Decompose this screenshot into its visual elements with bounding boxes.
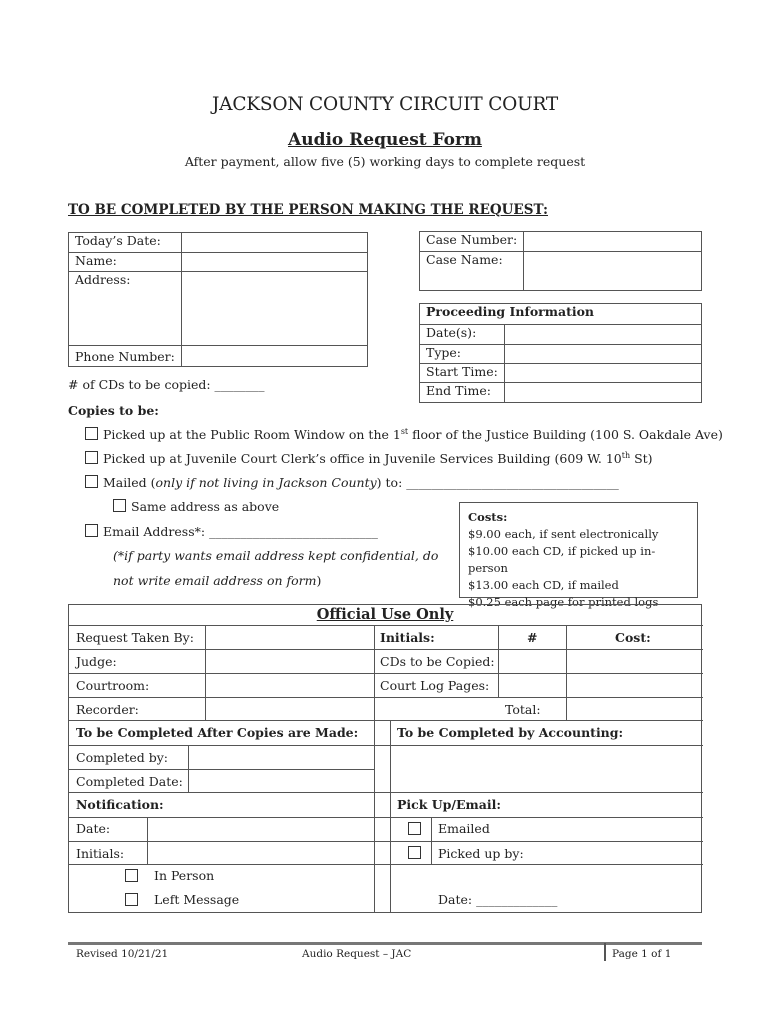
- pickup-date-field[interactable]: Date: _____________: [438, 892, 558, 907]
- proceeding-dates-label: Date(s):: [420, 325, 505, 345]
- email-note-line1: (*if party wants email address kept confidential, do: [113, 548, 439, 563]
- start-time-field[interactable]: [504, 364, 701, 383]
- start-time-label: Start Time:: [420, 364, 505, 383]
- email-note-italic: not write email address on form: [113, 573, 317, 588]
- cost-header: Cost:: [615, 630, 651, 645]
- requester-info-table: [68, 232, 368, 367]
- proceeding-type-field[interactable]: [504, 345, 701, 364]
- emailed-checkbox[interactable]: [408, 822, 421, 835]
- total-label: Total:: [505, 702, 541, 717]
- address-label: Address:: [69, 272, 182, 346]
- emailed-label: Emailed: [438, 821, 490, 836]
- todays-date-label: Today’s Date:: [69, 233, 182, 253]
- public-room-checkbox[interactable]: [85, 427, 98, 440]
- option-mailed[interactable]: [85, 475, 619, 490]
- cost-item: $0.25 each page for printed logs: [468, 595, 659, 609]
- recorder-label: Recorder:: [76, 702, 139, 717]
- picked-up-by-label: Picked up by:: [438, 846, 524, 861]
- option-public-room[interactable]: [85, 427, 723, 442]
- form-subtitle: After payment, allow five (5) working days to complete request: [184, 154, 586, 169]
- official-use-title: Official Use Only: [316, 606, 454, 623]
- email-note-post: ): [316, 573, 322, 588]
- end-time-field[interactable]: [504, 383, 701, 403]
- cost-item: $13.00 each CD, if mailed: [468, 578, 619, 592]
- mailed-checkbox[interactable]: [85, 475, 98, 488]
- cds-to-copy-field[interactable]: # of CDs to be copied: ________: [68, 377, 265, 392]
- option-juvenile-court[interactable]: [85, 451, 653, 466]
- proceeding-type-label: Type:: [420, 345, 505, 364]
- in-person-label: In Person: [154, 868, 215, 883]
- mailed-label-post: ) to: __________________________________: [376, 475, 619, 490]
- in-person-checkbox[interactable]: [125, 869, 138, 882]
- completed-date-label: Completed Date:: [76, 774, 183, 789]
- court-log-pages-label: Court Log Pages:: [380, 678, 490, 693]
- mailed-label-italic: only if not living in Jackson County: [155, 475, 377, 490]
- same-address-label: Same address as above: [131, 499, 280, 514]
- requester-section-heading: TO BE COMPLETED BY THE PERSON MAKING THE REQUEST:: [68, 202, 548, 218]
- phone-field[interactable]: [181, 346, 367, 367]
- courtroom-label: Courtroom:: [76, 678, 150, 693]
- official-use-section: [68, 604, 702, 913]
- juvenile-label-sup: th: [621, 451, 631, 460]
- notification-initials-label: Initials:: [76, 846, 125, 861]
- public-room-label-pre: Picked up at the Public Room Window on the 1: [103, 427, 401, 443]
- todays-date-field[interactable]: [181, 233, 367, 253]
- mailed-label-pre: Mailed (: [103, 475, 156, 490]
- footer-title: Audio Request – JAC: [302, 948, 412, 960]
- end-time-label: End Time:: [420, 383, 505, 403]
- initials-header: Initials:: [380, 630, 435, 645]
- juvenile-label-post: St): [630, 451, 653, 467]
- same-address-checkbox[interactable]: [113, 499, 126, 512]
- juvenile-label-pre: Picked up at Juvenile Court Clerk’s office in Juvenile Services Building (609 W. 10: [103, 451, 622, 467]
- case-name-label: Case Name:: [420, 252, 524, 291]
- left-message-label: Left Message: [154, 892, 240, 907]
- phone-label: Phone Number:: [69, 346, 182, 367]
- case-info-table: [419, 231, 702, 291]
- notification-heading: Notification:: [76, 797, 164, 812]
- costs-heading: Costs:: [468, 510, 508, 524]
- completed-by-label: Completed by:: [76, 750, 169, 765]
- cost-item: $10.00 each CD, if picked up in-person: [468, 544, 656, 575]
- address-field[interactable]: [181, 272, 367, 346]
- case-name-field[interactable]: [524, 252, 702, 291]
- proceeding-heading: Proceeding Information: [420, 304, 702, 325]
- footer-page-number: Page 1 of 1: [612, 948, 672, 960]
- juvenile-court-checkbox[interactable]: [85, 451, 98, 464]
- case-number-label: Case Number:: [420, 232, 524, 252]
- option-same-address[interactable]: [113, 499, 279, 514]
- cost-item: $9.00 each, if sent electronically: [468, 527, 659, 541]
- footer-rule: [68, 942, 702, 945]
- after-copies-heading: To be Completed After Copies are Made:: [76, 725, 359, 740]
- left-message-checkbox[interactable]: [125, 893, 138, 906]
- footer-divider: [604, 943, 606, 961]
- costs-box: [459, 502, 698, 609]
- case-number-field[interactable]: [524, 232, 702, 252]
- accounting-heading: To be Completed by Accounting:: [397, 725, 624, 740]
- footer-revised: Revised 10/21/21: [76, 948, 169, 960]
- option-email[interactable]: [85, 524, 378, 539]
- email-note-line2: [113, 573, 321, 588]
- pickup-email-heading: Pick Up/Email:: [397, 797, 501, 812]
- form-title: Audio Request Form: [288, 130, 482, 150]
- public-room-label-sup: st: [400, 427, 409, 436]
- public-room-label-post: floor of the Justice Building (100 S. Oakdale Ave): [408, 427, 723, 443]
- name-field[interactable]: [181, 253, 367, 272]
- name-label: Name:: [69, 253, 182, 272]
- proceeding-dates-field[interactable]: [504, 325, 701, 345]
- request-taken-by-label: Request Taken By:: [76, 630, 194, 645]
- email-label: Email Address*: ___________________________: [103, 524, 378, 539]
- copies-heading: Copies to be:: [68, 403, 159, 418]
- court-title: JACKSON COUNTY CIRCUIT COURT: [211, 94, 559, 115]
- number-header: #: [527, 630, 538, 645]
- notification-date-label: Date:: [76, 821, 111, 836]
- email-checkbox[interactable]: [85, 524, 98, 537]
- cds-copied-label: CDs to be Copied:: [380, 654, 495, 669]
- proceeding-table: [419, 303, 702, 403]
- picked-up-checkbox[interactable]: [408, 846, 421, 859]
- judge-label: Judge:: [76, 654, 117, 669]
